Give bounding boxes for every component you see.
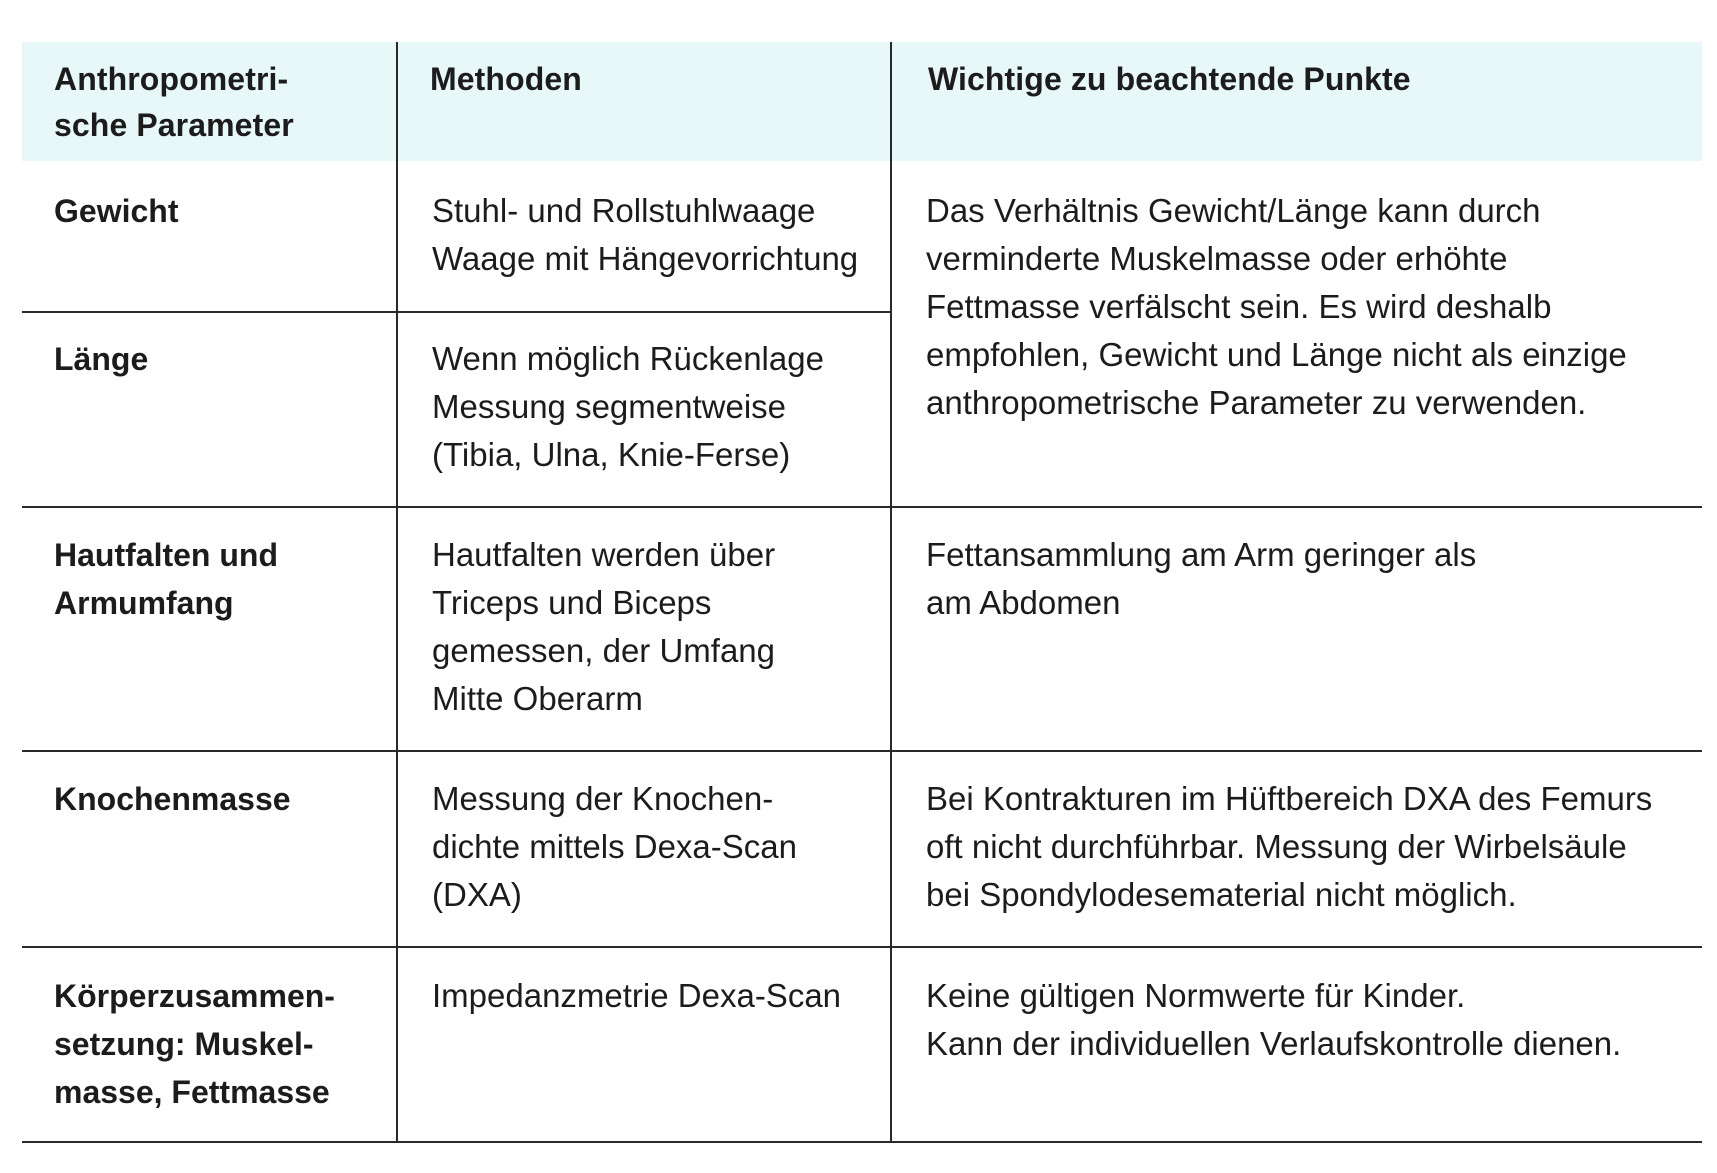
anthropometry-table [22,42,1702,1143]
note-line: Keine gültigen Normwerte für Kinder. [926,977,1466,1014]
method-line: dichte mittels Dexa-Scan [432,828,797,865]
header-parameter [22,42,397,161]
method-line: gemessen, der Umfang [432,632,776,669]
table-row [22,751,1702,947]
method-line: Stuhl- und Rollstuhlwaage [432,192,816,229]
note-line: anthropometrische Parameter zu verwenden. [926,384,1587,421]
method-line: Wenn möglich Rückenlage [432,340,824,377]
cell-method [397,507,891,751]
note-line: Fettansammlung am Arm geringer als [926,536,1477,573]
note-line: bei Spondylodesematerial nicht möglich. [926,876,1517,913]
method-line: Hautfalten werden über [432,536,776,573]
table-row [22,947,1702,1142]
cell-parameter [22,947,397,1142]
method-line: Mitte Oberarm [432,680,643,717]
method-line: Triceps und Biceps [432,584,712,621]
table-header-row [22,42,1702,161]
cell-note [891,947,1702,1142]
cell-parameter [22,161,397,312]
header-methods: Methoden [397,42,891,161]
note-line: empfohlen, Gewicht und Länge nicht als einzige [926,336,1627,373]
cell-method [397,312,891,507]
table-row [22,161,1702,312]
method-line: (Tibia, Ulna, Knie-Ferse) [432,436,791,473]
parameter-line: Länge [54,341,149,377]
cell-note-shared [891,161,1702,507]
note-line: am Abdomen [926,584,1121,621]
cell-method [397,947,891,1142]
note-line: Bei Kontrakturen im Hüftbereich DXA des Femurs [926,780,1653,817]
parameter-line: setzung: Muskel- [54,1026,314,1062]
method-line: (DXA) [432,876,522,913]
header-notes: Wichtige zu beachtende Punkte [891,42,1702,161]
parameter-line: Armumfang [54,585,234,621]
note-line: verminderte Muskelmasse oder erhöhte [926,240,1508,277]
parameter-line: masse, Fettmasse [54,1074,330,1110]
parameter-line: Gewicht [54,193,179,229]
parameter-line: Körperzusammen- [54,978,335,1014]
header-parameter-line: Anthropometri- [54,61,289,97]
cell-method [397,161,891,312]
note-line: Fettmasse verfälscht sein. Es wird deshalb [926,288,1552,325]
cell-note [891,751,1702,947]
cell-parameter [22,751,397,947]
note-line: Kann der individuellen Verlaufskontrolle dienen. [926,1025,1622,1062]
parameter-line: Hautfalten und [54,537,278,573]
method-line: Messung der Knochen- [432,780,774,817]
method-line: Messung segmentweise [432,388,787,425]
method-line: Impedanzmetrie Dexa-Scan [432,977,842,1014]
cell-note [891,507,1702,751]
cell-parameter [22,507,397,751]
note-line: Das Verhältnis Gewicht/Länge kann durch [926,192,1541,229]
cell-parameter [22,312,397,507]
method-line: Waage mit Hängevorrichtung [432,240,859,277]
table-row [22,507,1702,751]
cell-method [397,751,891,947]
note-line: oft nicht durchführbar. Messung der Wirbelsäule [926,828,1627,865]
parameter-line: Knochenmasse [54,781,291,817]
header-parameter-line: sche Parameter [54,107,294,143]
